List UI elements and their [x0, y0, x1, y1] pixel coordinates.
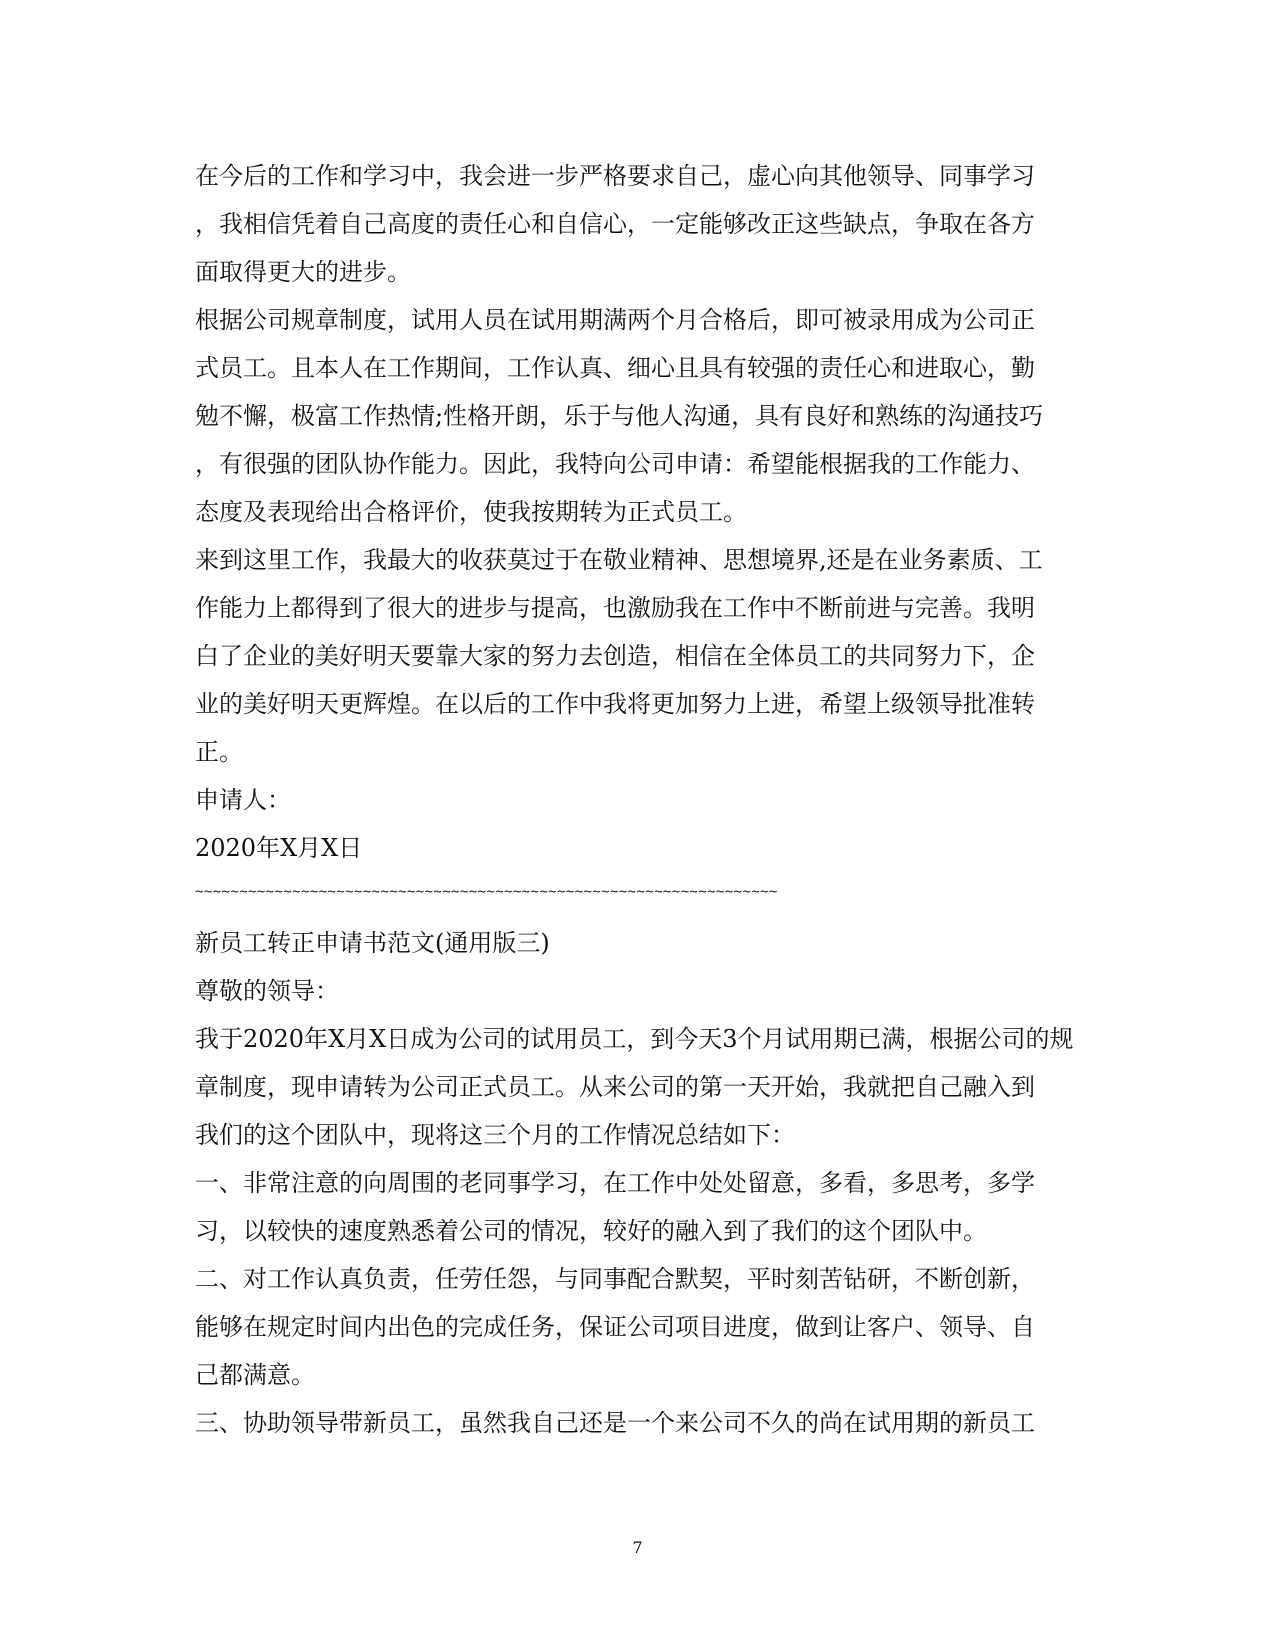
body-text-line: 根据公司规章制度，试用人员在试用期满两个月合格后，即可被录用成为公司正 [195, 306, 1035, 334]
body-text-line: 业的美好明天更辉煌。在以后的工作中我将更加努力上进，希望上级领导批准转 [195, 690, 1035, 718]
body-text-line: 正。 [195, 738, 243, 766]
salutation: 尊敬的领导： [195, 977, 339, 1005]
body-text-line: 我于2020年X月X日成为公司的试用员工，到今天3个月试用期已满，根据公司的规 [195, 1025, 1074, 1053]
separator-line: ~~~~~~~~~~~~~~~~~~~~~~~~~~~~~~~~~~~~~~~~~~~~~~~~~~~~~~~~~~~~~~~~~~ [195, 884, 778, 900]
body-text-line: 三、协助领导带新员工，虽然我自己还是一个来公司不久的尚在试用期的新员工 [195, 1409, 1035, 1437]
body-text-line: 来到这里工作，我最大的收获莫过于在敬业精神、思想境界,还是在业务素质、工 [195, 546, 1043, 574]
body-text-line: 白了企业的美好明天要靠大家的努力去创造，相信在全体员工的共同努力下，企 [195, 642, 1035, 670]
section-title: 新员工转正申请书范文(通用版三) [195, 929, 550, 957]
application-date: 2020年X月X日 [195, 834, 363, 862]
body-text-line: 作能力上都得到了很大的进步与提高，也激励我在工作中不断前进与完善。我明 [195, 594, 1035, 622]
body-text-line: ，我相信凭着自己高度的责任心和自信心，一定能够改正这些缺点，争取在各方 [195, 210, 1035, 238]
body-text-line: 式员工。且本人在工作期间，工作认真、细心且具有较强的责任心和进取心，勤 [195, 354, 1035, 382]
body-text-line: ，有很强的团队协作能力。因此，我特向公司申请：希望能根据我的工作能力、 [195, 450, 1035, 478]
body-text-line: 习，以较快的速度熟悉着公司的情况，较好的融入到了我们的这个团队中。 [195, 1217, 987, 1245]
body-text-line: 一、非常注意的向周围的老同事学习，在工作中处处留意，多看，多思考，多学 [195, 1169, 1035, 1197]
applicant-label: 申请人： [195, 786, 291, 814]
body-text-line: 二、对工作认真负责，任劳任怨，与同事配合默契，平时刻苦钻研，不断创新， [195, 1265, 1035, 1293]
body-text-line: 面取得更大的进步。 [195, 258, 411, 286]
body-text-line: 在今后的工作和学习中，我会进一步严格要求自己，虚心向其他领导、同事学习 [195, 162, 1035, 190]
page-number: 7 [632, 1538, 643, 1557]
body-text-line: 己都满意。 [195, 1361, 315, 1389]
body-text-line: 我们的这个团队中，现将这三个月的工作情况总结如下： [195, 1121, 795, 1149]
body-text-line: 勉不懈，极富工作热情;性格开朗，乐于与他人沟通，具有良好和熟练的沟通技巧 [195, 402, 1044, 430]
body-text-line: 章制度，现申请转为公司正式员工。从来公司的第一天开始，我就把自己融入到 [195, 1073, 1035, 1101]
body-text-line: 能够在规定时间内出色的完成任务，保证公司项目进度，做到让客户、领导、自 [195, 1313, 1035, 1341]
body-text-line: 态度及表现给出合格评价，使我按期转为正式员工。 [195, 498, 747, 526]
